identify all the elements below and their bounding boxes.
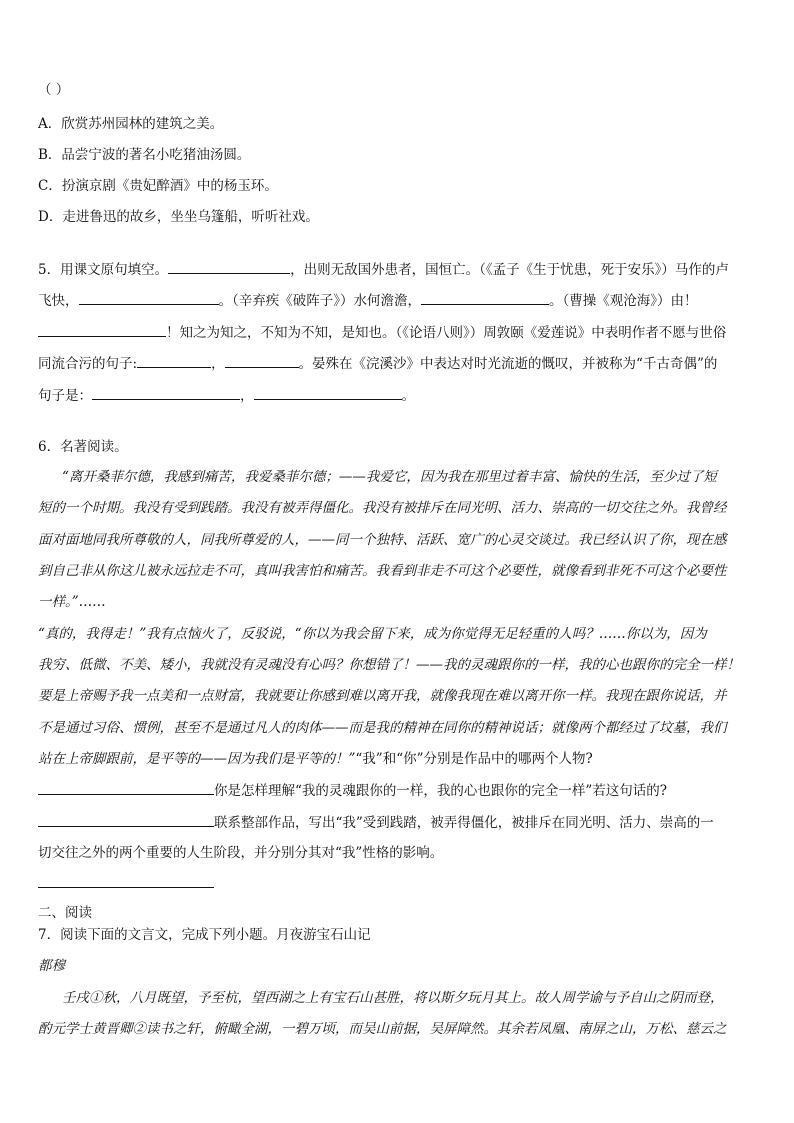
fill-blank[interactable] [421,290,549,305]
q7-author: 都穆 [38,958,65,974]
q6-question-a: “我”和“你”分别是作品中的哪两个人物? [355,751,593,767]
q6-question-b: 你是怎样理解“我的灵魂跟你的一样，我的心也跟你的完全一样”若这句话的? [214,783,668,799]
answer-line[interactable] [38,887,214,888]
section-title: 二、阅读 [38,905,92,921]
excerpt-text: 站在上帝脚跟前，是平等的——因为我们是平等的！” [38,751,356,767]
fill-blank[interactable] [254,385,402,400]
q5-text: 句子是： [38,388,92,404]
fill-blank[interactable] [38,812,214,827]
fill-blank[interactable] [38,780,214,795]
q5-line-2 [38,290,758,311]
q5-line-1 [38,259,758,280]
excerpt-line: “真的，我得走！”我有点恼火了，反驳说，“你以为我会留下来，成为你觉得无足轻重的人吗？……你以为，因为 [38,626,707,642]
q5-prompt: 5．用课文原句填空。 [38,262,169,278]
option-c: C．扮演京剧《贵妃醉酒》中的杨玉环。 [38,178,278,194]
q5-text: ， [211,356,225,372]
q5-text: 。（曹操《观沧海》）由！ [549,293,698,309]
q6-question-c: 联系整部作品，写出“我”受到践踏，被弄得僵化，被排斥在同光明、活力、崇高的一 [214,815,714,831]
excerpt-line [38,749,758,769]
q5-text: 。（辛弃疾《破阵子》）水何澹澹， [218,293,421,309]
q6-title: 6．名著阅读。 [38,439,128,455]
excerpt-line: 到自己非从你这儿被永远拉走不可，真叫我害怕和痛苦。我看到非走不可这个必要性，就像看到非死不可这个必要性 [38,563,727,579]
fill-blank[interactable] [79,290,219,305]
option-b: B．品尝宁波的著名小吃猪油汤圆。 [38,147,251,163]
q5-text: 同流合污的句子: [38,356,138,372]
option-d: D．走进鲁迅的故乡，坐坐乌篷船，听听社戏。 [38,209,319,225]
option-a: A．欣赏苏州园林的建筑之美。 [38,116,224,132]
q5-text: ！知之为知之，不知为不知，是知也。（《论语八则》）周敦颐《爱莲说》中表明作者不愿与世俗 [166,325,727,341]
fill-blank[interactable] [92,385,240,400]
q5-text: 。晏殊在《浣溪沙》中表达对时光流逝的慨叹，并被称为“千古奇偶”的 [298,356,718,372]
q5-text: 。 [401,388,415,404]
q5-line-3 [38,322,758,343]
excerpt-line: 一样。”…… [38,594,106,610]
excerpt-line: “离开桑菲尔德，我感到痛苦，我爱桑菲尔德；——我爱它，因为我在那里过着丰富、愉快的生活，至少过了短 [62,469,717,485]
fill-blank[interactable] [38,322,166,337]
q5-line-5 [38,385,758,406]
excerpt-line: 短的一个时期。我没有受到践踏。我没有被弄得僵化。我没有被排斥在同光明、活力、崇高的一切交往之外。我曾经 [38,500,727,516]
q5-text: 飞快， [38,293,79,309]
excerpt-line: 我穷、低微、不美、矮小，我就没有灵魂没有心吗？你想错了！——我的灵魂跟你的一样，我的心也跟你的完全一样！ [38,657,740,673]
q6-line-c2: 切交往之外的两个重要的人生阶段，并分别分其对“我”性格的影响。 [38,845,444,861]
q7-title: 7．阅读下面的文言文，完成下列小题。月夜游宝石山记 [38,927,371,943]
classical-text-line: 酌元学士黄晋卿②读书之轩，俯瞰全湖，一碧万顷，而吴山前据，吴屏障然。其余若凤凰、南屏之山，万松、慈云之 [38,1021,727,1037]
excerpt-line: 不是通过习俗、惯例，甚至不是通过凡人的肉体——而是我的精神在同你的精神说话；就像两个都经过了坟墓，我们 [38,720,727,736]
q6-line-b [38,780,758,801]
q5-line-4 [38,353,758,374]
excerpt-line: 要是上帝赐予我一点美和一点财富，我就要让你感到难以离开我，就像我现在难以离开你一样。我现在跟你说话，并 [38,688,727,704]
excerpt-line: 面对面地同我所尊敬的人，同我所尊爱的人，——同一个独特、活跃、宽广的心灵交谈过。我已经认识了你，现在感 [38,532,727,548]
q6-line-c [38,812,758,833]
fill-blank[interactable] [168,259,290,274]
q5-text: ，出则无敌国外患者，国恒亡。（《孟子《生于忧患，死于安乐》）马作的卢 [290,262,729,278]
q5-text: ， [240,388,254,404]
classical-text-line: 壬戌①秋，八月既望，予至杭，望西湖之上有宝石山甚胜，将以斯夕玩月其上。故人周学谕与予自山之阴而登， [62,990,724,1006]
answer-parentheses: （ ） [38,82,70,98]
fill-blank[interactable] [137,353,211,368]
fill-blank[interactable] [225,353,299,368]
